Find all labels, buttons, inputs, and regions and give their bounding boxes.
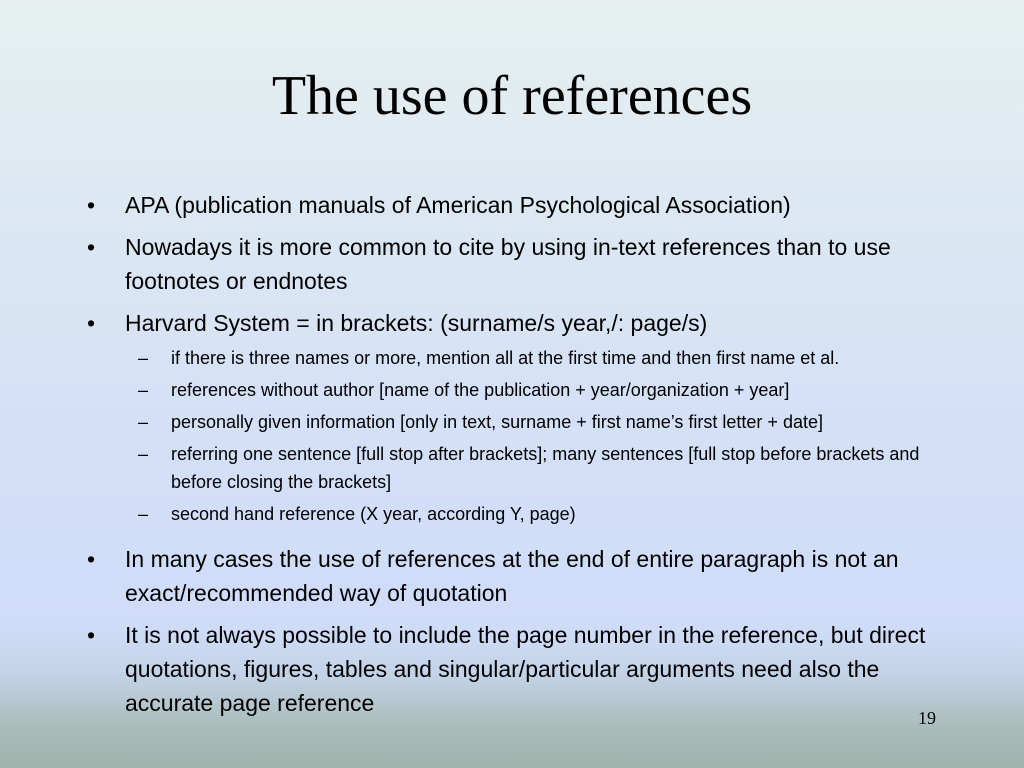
- dash-marker: –: [138, 504, 149, 524]
- bullet-marker: •: [87, 234, 96, 260]
- bullet-item: [0, 306, 955, 340]
- dash-marker: –: [138, 444, 149, 464]
- dash-marker: –: [138, 380, 149, 400]
- bullet-marker: •: [87, 622, 96, 648]
- bullet-text: It is not always possible to include the page number in the reference, but direct quotations, figures, tables and singular/particular arguments need also the accurate page reference: [125, 622, 926, 716]
- bullet-text: Harvard System = in brackets: (surname/s year,/: page/s): [125, 310, 708, 336]
- bullet-item: [0, 188, 955, 222]
- bullet-marker: •: [87, 310, 96, 336]
- bullet-text: APA (publication manuals of American Psychological Association): [125, 192, 791, 218]
- slide-body: [0, 188, 1024, 728]
- bullet-text: In many cases the use of references at the end of entire paragraph is not an exact/recommended way of quotation: [125, 546, 899, 606]
- sub-bullet-item: [0, 500, 971, 528]
- sub-bullet-text: personally given information [only in text, surname + first name’s first letter + date]: [171, 412, 823, 432]
- slide-title: The use of references: [271, 65, 753, 127]
- dash-marker: –: [138, 348, 149, 368]
- sub-bullet-item: [0, 376, 971, 404]
- bullet-item: [0, 230, 955, 298]
- sub-bullet-text: referring one sentence [full stop after brackets]; many sentences [full stop before brackets and before closing the brackets]: [171, 444, 920, 492]
- sub-bullet-item: [0, 440, 971, 496]
- sub-bullet-text: references without author [name of the publication + year/organization + year]: [171, 380, 790, 400]
- bullet-item: [0, 542, 955, 610]
- sub-bullet-item: [0, 344, 971, 372]
- sub-bullet-text: if there is three names or more, mention all at the first time and then first name et al.: [171, 348, 840, 368]
- sub-bullet-list: [0, 344, 1024, 528]
- slide-number: 19: [918, 708, 936, 728]
- bullet-marker: •: [87, 546, 96, 572]
- bullet-text: Nowadays it is more common to cite by using in-text references than to use footnotes or endnotes: [125, 234, 891, 294]
- bullet-marker: •: [87, 192, 96, 218]
- sub-bullet-text: second hand reference (X year, according Y, page): [171, 504, 576, 524]
- sub-bullet-item: [0, 408, 971, 436]
- dash-marker: –: [138, 412, 149, 432]
- bullet-item: [0, 618, 955, 720]
